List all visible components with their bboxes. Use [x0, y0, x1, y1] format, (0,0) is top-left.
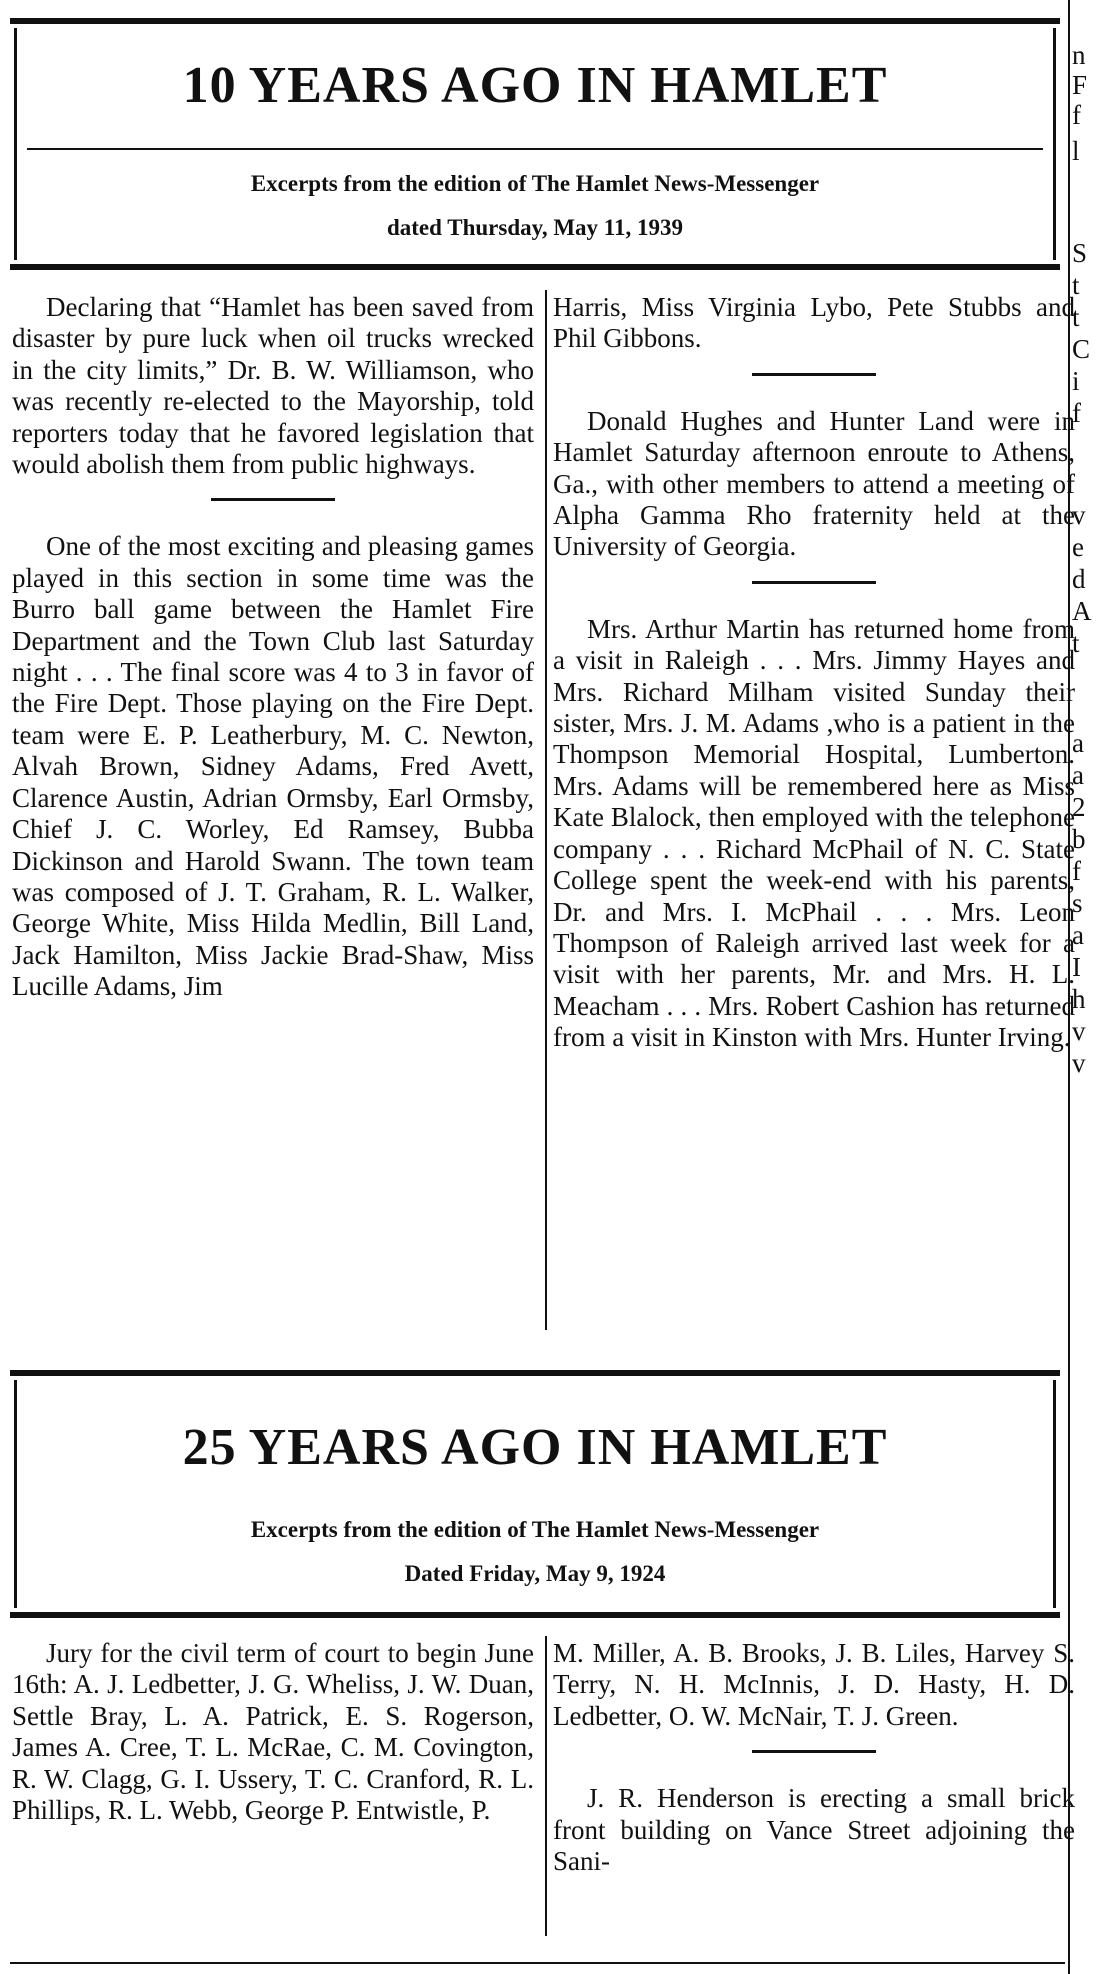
header-frame: [14, 28, 1056, 260]
margin-fragment: a: [1072, 728, 1084, 758]
margin-fragment: l: [1072, 136, 1080, 166]
column-separator: [752, 373, 876, 376]
margin-fragment: v: [1072, 1048, 1086, 1078]
margin-fragment: A: [1072, 596, 1092, 626]
column-divider: [545, 290, 547, 1330]
section-title: 25 YEARS AGO IN HAMLET: [182, 1419, 888, 1476]
column-separator: [752, 581, 876, 584]
margin-fragment: 2: [1072, 792, 1086, 822]
article-paragraph: M. Miller, A. B. Brooks, J. B. Liles, Harvey S. Terry, N. H. McInnis, J. D. Hasty, H. D. Ledbetter, O. W. McNair, T. J. Green.: [553, 1638, 1075, 1731]
article-paragraph: Donald Hughes and Hunter Land were in Hamlet Saturday afternoon enroute to Athens, Ga., with other members to attend a meeting of Alpha Gamma Rho fraternity held at the University of Georgia.: [553, 405, 1075, 562]
section-header-1924: [10, 1370, 1060, 1618]
header-frame: [14, 1380, 1056, 1608]
margin-fragment: t: [1072, 302, 1080, 332]
margin-fragment: i: [1072, 366, 1080, 396]
margin-fragment: t: [1072, 270, 1080, 300]
margin-fragment: C: [1072, 334, 1091, 364]
margin-fragment: t: [1072, 628, 1080, 658]
article-paragraph: Declaring that “Hamlet has been saved from disaster by pure luck when oil trucks wrecked in the city limits,” Dr. B. W. Williamson, who was recently re-elected to the Mayorship, told reporters today that he favored legislation that would abolish them from public highways.: [12, 292, 534, 480]
margin-fragment: I: [1072, 952, 1081, 982]
column-separator: [211, 498, 335, 501]
subtitle-line-2: dated Thursday, May 11, 1939: [386, 215, 684, 240]
margin-fragment: f: [1072, 398, 1081, 428]
margin-fragment: e: [1072, 532, 1084, 562]
margin-fragment: d: [1072, 564, 1086, 594]
section-title: 10 YEARS AGO IN HAMLET: [182, 57, 888, 114]
margin-fragment: a: [1072, 920, 1084, 950]
article-paragraph: Harris, Miss Virginia Lybo, Pete Stubbs and Phil Gibbons.: [553, 292, 1075, 354]
subtitle-line-1: Excerpts from the edition of The Hamlet News-Messenger: [250, 1517, 820, 1542]
section-subtitle: [17, 162, 1053, 250]
article-paragraph: J. R. Henderson is erecting a small brick front building on Vance Street adjoining the Sani-: [553, 1783, 1075, 1877]
header-rule: [27, 148, 1043, 150]
margin-fragment: F: [1072, 70, 1088, 100]
margin-fragment: b: [1072, 824, 1086, 854]
section-subtitle: [17, 1508, 1053, 1596]
article-paragraph: Jury for the civil term of court to begin June 16th: A. J. Ledbetter, J. G. Wheliss, J. W. Duan, Settle Bray, L. A. Patrick, E. S. Rogerson, James A. Cree, T. L. McRae, C. M. Covington, R. W. Clagg, G. I. Ussery, T. C. Cranford, R. L. Phillips, R. L. Webb, George P. Entwistle, P.: [12, 1638, 534, 1826]
article-column-right-1939: [553, 292, 1075, 1054]
margin-fragment: a: [1072, 760, 1084, 790]
column-divider: [545, 1636, 547, 1936]
margin-fragment: s: [1072, 888, 1083, 918]
article-column-left-1939: [12, 292, 534, 1003]
margin-fragment: S: [1072, 238, 1088, 268]
margin-fragment: v: [1072, 500, 1086, 530]
margin-fragment: h: [1072, 984, 1086, 1014]
article-column-right-1924: [553, 1638, 1075, 1877]
margin-fragment: n: [1072, 40, 1086, 70]
article-paragraph: Mrs. Arthur Martin has returned home from a visit in Raleigh . . . Mrs. Jimmy Hayes and Mrs. Richard Milham visited Sunday their sister, Mrs. J. M. Adams ,who is a patient in the Thompson Memorial Hospital, Lumberton. Mrs. Adams will be remembered here as Miss Kate Blalock, then employed with the telephone company . . . Richard McPhail of N. C. State College spent the week-end with his parents, Dr. and Mrs. I. McPhail . . . Mrs. Leon Thompson of Raleigh arrived last week for a visit with her parents, Mr. and Mrs. H. L. Meacham . . . Mrs. Robert Cashion has returned from a visit in Kinston with Mrs. Hunter Irving.: [553, 613, 1075, 1053]
subtitle-line-2: Dated Friday, May 9, 1924: [404, 1561, 666, 1586]
page-edge-rule: [1068, 0, 1070, 1974]
article-paragraph: One of the most exciting and pleasing games played in this section in some time was the Burro ball game between the Hamlet Fire Department and the Town Club last Saturday night . . . The final score was 4 to 3 in favor of the Fire Dept. Those playing on the Fire Dept. team were E. P. Leatherbury, M. C. Newton, Alvah Brown, Sidney Adams, Fred Avett, Clarence Austin, Adrian Ormsby, Earl Ormsby, Chief J. C. Worley, Ed Ramsey, Bubba Dickinson and Harold Swann. The town team was composed of J. T. Graham, R. L. Walker, George White, Miss Hilda Medlin, Bill Land, Jack Hamilton, Miss Jackie Brad-Shaw, Miss Lucille Adams, Jim: [12, 531, 534, 1002]
article-column-left-1924: [12, 1638, 534, 1826]
margin-fragment: v: [1072, 1016, 1086, 1046]
section-header-1939: [10, 18, 1060, 270]
bottom-rule: [10, 1962, 1065, 1964]
column-separator: [752, 1750, 876, 1753]
margin-fragment: f: [1072, 100, 1081, 130]
subtitle-line-1: Excerpts from the edition of The Hamlet News-Messenger: [250, 171, 820, 196]
margin-fragment: f: [1072, 856, 1081, 886]
